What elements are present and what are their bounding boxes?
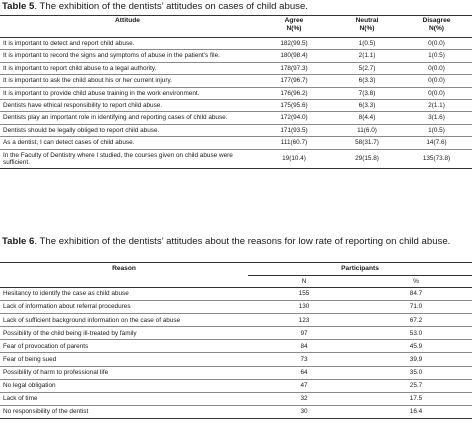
table5-cell-disagree: 0(0.0) <box>428 89 445 97</box>
table5-cell-disagree: 1(0.5) <box>428 126 445 134</box>
table6-cell-reason: Possibility of harm to professional life <box>3 368 109 376</box>
table6-cell-n: 47 <box>300 382 308 389</box>
table6-cell-pct: 71.0 <box>409 303 423 311</box>
table5-cell-neutral: 5(2.7) <box>358 64 376 72</box>
table6-row <box>0 340 472 353</box>
table6-cell-reason: No legal obligation <box>3 382 56 389</box>
neutral-label: Neutral <box>355 17 379 24</box>
table5-cell-neutral: 1(0.5) <box>358 40 376 47</box>
table5-cell-agree: 180(98.4) <box>280 52 308 60</box>
table5-cell-neutral: 29(15.8) <box>355 155 379 163</box>
table5-row <box>0 137 472 149</box>
table5-header-row <box>0 16 472 38</box>
table6-header-row <box>0 263 472 276</box>
agree-unit: N(%) <box>286 24 302 32</box>
table5-cell-attitude: It is important to ask the child about his or her current injury. <box>3 77 172 85</box>
table6-cell-pct: 16.4 <box>409 408 423 416</box>
table6-row <box>0 314 472 327</box>
table6-header-participants: Participants <box>248 263 472 276</box>
table6-header-pct: % <box>413 277 419 285</box>
table6 <box>0 262 472 419</box>
table5-row <box>0 62 472 74</box>
table6-cell-reason: Hesitancy to identify the case as child abuse <box>3 290 129 298</box>
table6-cell-reason: Lack of time <box>3 395 38 403</box>
table5-cell-agree: 176(96.2) <box>280 89 308 97</box>
table5-cell-neutral: 6(3.3) <box>358 77 376 85</box>
table6-cell-pct: 67.2 <box>409 316 423 324</box>
table6-row <box>0 405 472 418</box>
table5-cell-attitude: It is important to detect and report child abuse. <box>3 40 135 47</box>
table6-cell-reason: Possibility of the child being ill-treated by family <box>3 329 137 337</box>
table5-cell-agree: 171(93.5) <box>280 126 308 134</box>
table5-cell-attitude: Dentists play an important role in identifying and reporting cases of child abuse. <box>3 114 228 122</box>
table6-cell-n: 123 <box>298 316 310 324</box>
table6-header-reason: Reason <box>112 265 136 272</box>
table5-header-agree <box>255 16 333 38</box>
table6-row <box>0 353 472 366</box>
table5-header-attitude: Attitude <box>115 17 140 24</box>
table6-cell-n: 130 <box>298 303 310 311</box>
table6-cell-reason: Fear of provocation of parents <box>3 342 89 350</box>
table5-cell-disagree: 14(7.6) <box>426 139 447 147</box>
table5-cell-attitude: It is important to provide child abuse training in the work environment. <box>3 89 200 97</box>
table6-cell-n: 73 <box>300 355 308 363</box>
table5-row <box>0 100 472 112</box>
table6-header-n: N <box>301 277 307 285</box>
table5-cell-attitude: Dentists should be legally obliged to report child abuse. <box>3 126 160 134</box>
table5-cell-disagree: 3(1.6) <box>428 114 445 122</box>
table6-caption <box>0 236 470 247</box>
table5-cell-agree: 175(95.6) <box>280 102 308 110</box>
table5-cell-agree: 172(94.0) <box>280 114 308 122</box>
table5-cell-agree: 177(96.7) <box>280 77 308 85</box>
table5-caption <box>0 1 310 12</box>
table6-cell-reason: Lack of sufficient background information on the case of abuse <box>3 316 181 324</box>
table6-cell-pct: 25.7 <box>409 382 423 389</box>
table5-row <box>0 50 472 62</box>
table5-cell-neutral: 58(31.7) <box>355 139 379 147</box>
table5-cell-attitude: It is important to record the signs and symptoms of abuse in the patient’s file. <box>3 52 220 60</box>
table6-cell-pct: 39.9 <box>409 355 423 363</box>
table6-cell-n: 30 <box>300 408 308 416</box>
table6-row <box>0 366 472 379</box>
table5-cell-neutral: 11(6.0) <box>357 126 377 134</box>
table5-cell-attitude: It is important to report child abuse to a legal authority. <box>3 64 157 72</box>
table5-row <box>0 112 472 124</box>
table5-cell-neutral: 2(1.1) <box>358 52 376 60</box>
table6-cell-n: 64 <box>300 368 308 376</box>
table6-cell-reason: Lack of information about referral procedures <box>3 303 131 311</box>
disagree-label: Disagree <box>422 17 451 24</box>
table5-cell-agree: 19(10.4) <box>282 155 306 163</box>
table5-cell-agree: 178(97.3) <box>280 64 308 72</box>
table5-caption-label: Table 5 <box>2 1 35 12</box>
table5-cell-disagree: 0(0.0) <box>428 64 445 72</box>
table5-cell-disagree: 0(0.0) <box>428 40 445 47</box>
table5 <box>0 15 472 169</box>
table5-header-neutral <box>333 16 401 38</box>
table6-cell-n: 84 <box>300 342 308 350</box>
table5-cell-neutral: 8(4.4) <box>358 114 376 122</box>
table6-caption-text: . The exhibition of the dentists’ attitudes about the reasons for low rate of reporting on child abuse. <box>34 236 451 247</box>
table6-row <box>0 288 472 301</box>
table6-cell-pct: 45.9 <box>409 342 423 350</box>
table6-cell-pct: 84.7 <box>409 290 423 298</box>
table5-cell-disagree: 2(1.1) <box>428 102 445 110</box>
table5-cell-agree: 182(99.5) <box>280 40 308 47</box>
table6-cell-n: 32 <box>300 395 308 403</box>
table5-header-disagree <box>401 16 472 38</box>
table6-cell-n: 155 <box>298 290 310 298</box>
table5-row <box>0 124 472 136</box>
table5-caption-text: . The exhibition of the dentists’ attitudes on cases of child abuse. <box>34 1 308 12</box>
table5-cell-disagree: 1(0.5) <box>428 52 445 60</box>
disagree-unit: N(%) <box>428 24 445 32</box>
table5-body <box>0 38 472 169</box>
neutral-unit: N(%) <box>359 24 375 32</box>
table6-row <box>0 327 472 340</box>
table6-cell-pct: 53.0 <box>409 329 423 337</box>
table5-cell-attitude: As a dentist, I can detect cases of child abuse. <box>3 139 135 147</box>
table6-cell-pct: 17.5 <box>409 395 423 403</box>
table5-cell-neutral: 6(3.3) <box>358 102 376 110</box>
table6-body <box>0 288 472 419</box>
table6-caption-label: Table 6 <box>2 236 35 247</box>
table6-cell-reason: No responsibility of the dentist <box>3 408 89 416</box>
table6-cell-pct: 35.0 <box>409 368 423 376</box>
table6-row <box>0 301 472 314</box>
table5-row <box>0 75 472 87</box>
table5-cell-agree: 111(60.7) <box>280 139 308 147</box>
table5-row <box>0 38 472 50</box>
table5-cell-attitude: Dentists have ethical responsibility to report child abuse. <box>3 102 163 110</box>
table5-cell-disagree: 0(0.0) <box>428 77 445 85</box>
table5-row <box>0 87 472 99</box>
table6-row <box>0 392 472 405</box>
agree-label: Agree <box>284 17 304 24</box>
table6-row <box>0 379 472 392</box>
table5-row <box>0 149 472 169</box>
table5-cell-attitude: In the Faculty of Dentistry where I studied, the courses given on child abuse were sufficient. <box>3 151 233 167</box>
table6-cell-reason: Fear of being sued <box>3 355 57 363</box>
table6-cell-n: 97 <box>300 329 308 337</box>
table5-cell-disagree: 135(73.8) <box>422 155 451 163</box>
table5-cell-neutral: 7(3.8) <box>358 89 376 97</box>
